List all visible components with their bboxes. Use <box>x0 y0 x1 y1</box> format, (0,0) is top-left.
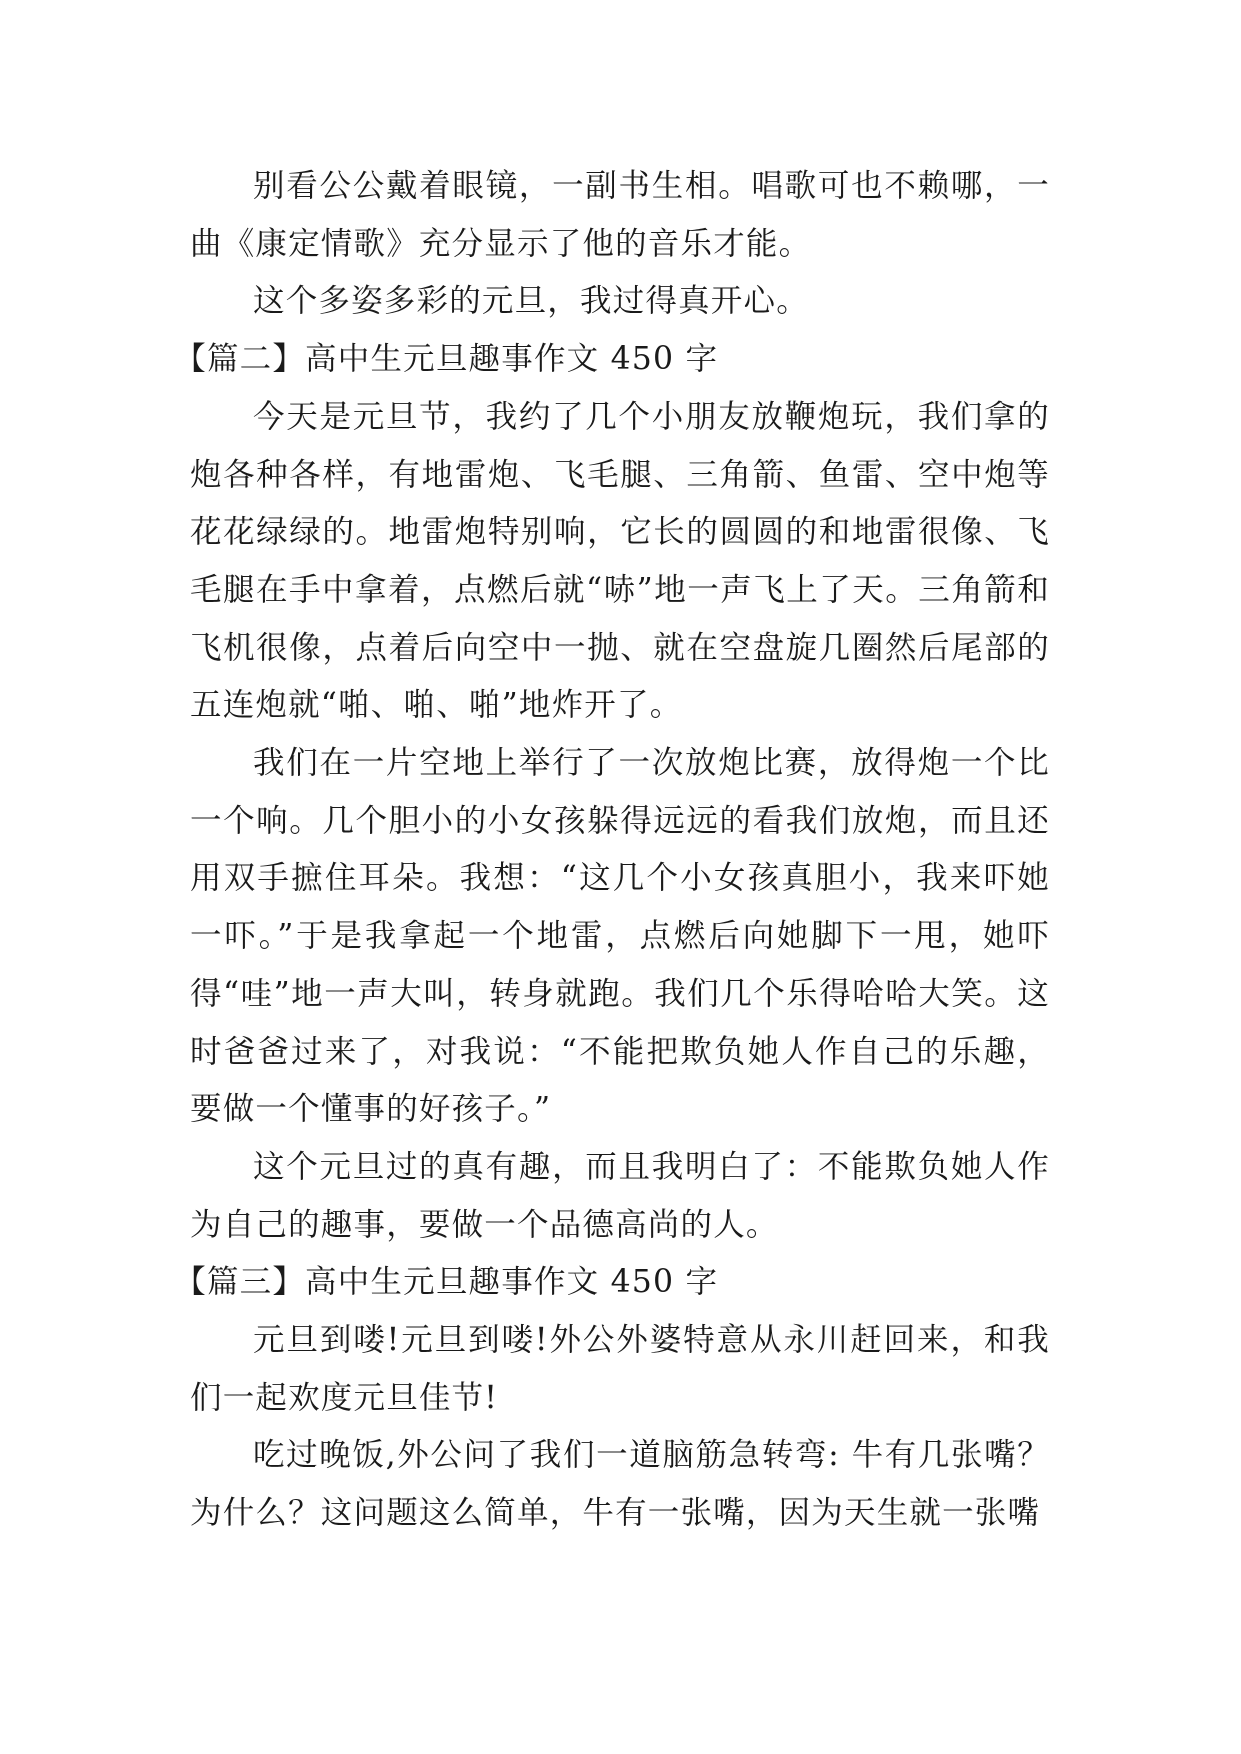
paragraph-lesson-learned: 这个元旦过的真有趣，而且我明白了：不能欺负她人作为自己的趣事，要做一个品德高尚的人。 <box>190 1148 1050 1243</box>
paragraph-riddle: 吃过晚饭,外公问了我们一道脑筋急转弯: 牛有几张嘴？为什么？这问题这么简单，牛有一张嘴，因为天生就一张嘴 <box>190 1437 1050 1532</box>
section-heading-part-two: 【篇二】高中生元旦趣事作文 450 字 <box>174 341 719 378</box>
paragraph-firecracker-contest: 我们在一片空地上举行了一次放炮比赛，放得炮一个比一个响。几个胆小的小女孩躲得远远的看我们放炮，而且还用双手摭住耳朵。我想：“这几个小女孩真胆小，我来吓她一吓。”于是我拿起一个地雷，点燃后向她脚下一甩，她吓得“哇”地一声大叫，转身就跑。我们几个乐得哈哈大笑。这时爸爸过来了，对我说：“不能把欺负她人作自己的乐趣，要做一个懂事的好孩子。” <box>190 745 1050 1128</box>
section-heading-part-three: 【篇三】高中生元旦趣事作文 450 字 <box>174 1264 719 1301</box>
paragraph-grandparents-arrive: 元旦到喽!元旦到喽!外公外婆特意从永川赶回来，和我们一起欢度元旦佳节! <box>190 1322 1050 1416</box>
paragraph-happy-new-year: 这个多姿多彩的元旦，我过得真开心。 <box>253 283 809 320</box>
paragraph-firecrackers: 今天是元旦节，我约了几个小朋友放鞭炮玩，我们拿的炮各种各样，有地雷炮、飞毛腿、三角箭、鱼雷、空中炮等花花绿绿的。地雷炮特别响，它长的圆圆的和地雷很像、飞毛腿在手中拿着，点燃后就“哧”地一声飞上了天。三角箭和飞机很像，点着后向空中一抛、就在空盘旋几圈然后尾部的五连炮就“啪、啪、啪”地炸开了。 <box>190 398 1050 724</box>
paragraph-father-in-law-singing: 别看公公戴着眼镜，一副书生相。唱歌可也不赖哪，一曲《康定情歌》充分显示了他的音乐才能。 <box>190 168 1050 262</box>
document-body <box>174 158 1050 1543</box>
